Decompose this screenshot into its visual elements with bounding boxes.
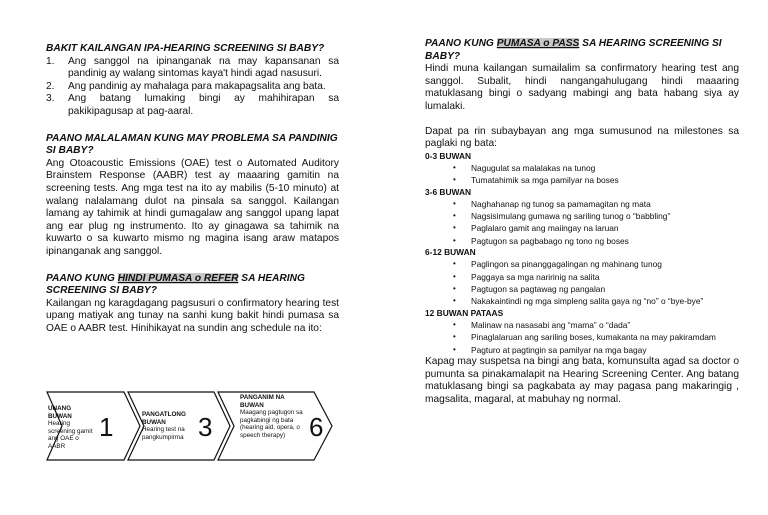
- heading-how-to-know: PAANO MALALAMAN KUNG MAY PROBLEMA SA PANDINIG SI BABY?: [46, 132, 338, 157]
- bullet: •: [453, 344, 456, 354]
- list-text: Naghahanap ng tunog sa pamamagitan ng mata: [471, 198, 651, 209]
- right-column: [425, 0, 739, 406]
- list-text: Pinaglalaruan ang sariling boses, kumakanta na may pakiramdam: [471, 332, 716, 343]
- paragraph-consult: Kapag may suspetsa na bingi ang bata, komunsulta agad sa doctor o pumunta sa pinakamalapit na Hearing Screening Center. Ang batang matuklasang bingi sa pagkabata ay may pagasa pang makaringig , magsalita, magaral, at mabuhay ng normal.: [425, 356, 739, 405]
- list-item: [425, 271, 739, 283]
- milestone-list: [425, 258, 739, 308]
- list-item: [425, 198, 739, 210]
- age-group-label: 0-3 BUWAN: [425, 150, 472, 161]
- stage-3-number: 6: [309, 412, 324, 442]
- milestone-list: [425, 162, 739, 187]
- age-group-label: 6-12 BUWAN: [425, 247, 476, 258]
- list-number: 2.: [46, 80, 55, 92]
- age-group-label: 12 BUWAN PATAAS: [425, 307, 504, 318]
- stage-2-text: [142, 411, 198, 441]
- list-item: [425, 162, 739, 174]
- list-text: Paggaya sa mga naririnig na salita: [471, 271, 600, 282]
- stage-desc: Hearing test na pangkumpirma: [142, 426, 185, 441]
- list-text: Pagtugon sa pagbabago ng tono ng boses: [471, 235, 629, 246]
- paragraph-confirmatory: Kailangan ng karagdagang pagsusuri o confirmatory hearing test upang matiyak ang tunay na sanhi kung bakit hindi pumasa sa OAE o AABR test. Hinihikayat na sundin ang schedule na ito:: [46, 297, 339, 334]
- bullet: •: [453, 223, 456, 233]
- milestone-list: [425, 198, 739, 248]
- list-text: Pagturo at pagtingin sa pamilyar na mga bagay: [471, 344, 647, 355]
- milestones: [425, 151, 739, 356]
- bullet: •: [453, 284, 456, 293]
- left-column: [46, 0, 339, 335]
- bullet: •: [453, 271, 456, 281]
- heading-text: PAANO KUNG: [425, 38, 497, 49]
- bullet: •: [453, 319, 456, 329]
- stage-1-text: [48, 405, 96, 450]
- stage-title: UNANG BUWAN: [48, 405, 72, 420]
- list-text: Paglingon sa pinanggagalingan ng mahinang tunog: [471, 259, 662, 270]
- list-item: [425, 319, 739, 331]
- bullet: •: [453, 210, 456, 220]
- paragraph-milestones-intro: Dapat pa rin subaybayan ang mga sumusunod na milestones sa paglaki ng bata:: [425, 125, 739, 150]
- heading-why-screening: BAKIT KAILANGAN IPA-HEARING SCREENING SI BABY?: [46, 43, 325, 54]
- list-item: [425, 258, 739, 270]
- list-item: [425, 331, 739, 343]
- list-text: Nagsisimulang gumawa ng sariling tunog o “babbling”: [471, 210, 671, 221]
- bullet: •: [453, 235, 456, 245]
- bullet: •: [453, 175, 456, 185]
- heading-refer: [46, 273, 339, 298]
- list-item: [425, 210, 739, 222]
- stage-1-number: 1: [99, 412, 114, 442]
- age-group-label: 3-6 BUWAN: [425, 186, 472, 197]
- stage-desc: Hearing screening gamit ang OAE o AABR: [48, 420, 93, 450]
- bullet: •: [453, 296, 456, 306]
- list-item: [425, 174, 739, 186]
- heading-highlight: HINDI PUMASA o REFER: [117, 272, 239, 284]
- list-item: [46, 81, 339, 94]
- milestone-list: [425, 319, 739, 356]
- list-item: [46, 93, 339, 118]
- heading-text: SA HEARING SCREENING SI BABY?: [46, 272, 305, 297]
- bullet: •: [453, 259, 456, 269]
- list-item: [425, 222, 739, 234]
- list-text: Ang sanggol na ipinanganak na may kapansanan sa pandinig ay walang sintomas kaya't hindi agad nasusuri.: [68, 55, 339, 80]
- list-text: Ang batang lumaking bingi ay mahihirapan sa pakikipagusap at pag-aaral.: [68, 93, 339, 117]
- list-text: Ang pandinig ay mahalaga para makapagsalita ang bata.: [68, 80, 326, 92]
- reasons-list: [46, 56, 339, 119]
- schedule-diagram: [46, 388, 334, 464]
- list-text: Tumatahimik sa mga pamilyar na boses: [471, 175, 619, 186]
- bullet: •: [453, 162, 456, 172]
- paragraph-pass: Hindi muna kailangan sumailalim sa confirmatory hearing test ang sanggol. Subalit, hindi nangangahulugang hindi maaaring matuklasang bingi o sadyang mabingi ang bata habang siya ay lumalaki.: [425, 63, 739, 112]
- list-number: 3.: [46, 93, 55, 105]
- list-item: [425, 295, 739, 307]
- list-text: Pagtugon sa pagtawag ng pangalan: [471, 284, 606, 294]
- stage-desc: Maagang pagtugon sa pagkabingi ng bata (hearing aid, opera, o speech therapy): [240, 409, 303, 439]
- heading-text: PAANO KUNG: [46, 272, 118, 284]
- paragraph-oae-aabr: Ang Otoacoustic Emissions (OAE) test o Automated Auditory Brainstem Response (AABR) test ay maaaring gamitin na screening tests. Ang mga test na ito ay mabilis (5-10 minuto) at walang nalalamang dulot na pinsala sa sanggol. Kailangan lamang ay tahimik at hindi gumagalaw ang sanggol upang lapat ang ear plug ng instrumento. Ito ay ginagawa sa tahimik na kuwarto o sa kuwarto mismo ng magina isang araw matapos ipinanganak ang sanggol.: [46, 157, 339, 257]
- bullet: •: [453, 198, 456, 208]
- list-item: [46, 56, 339, 81]
- list-item: [425, 283, 739, 295]
- list-item: [425, 344, 739, 356]
- list-text: Nagugulat sa malalakas na tunog: [471, 162, 596, 173]
- stage-2-number: 3: [198, 412, 213, 442]
- stage-title: PANGATLONG BUWAN: [142, 411, 186, 426]
- heading-text: SA HEARING SCREENING SI BABY?: [425, 38, 722, 62]
- list-text: Nakakaintindi ng mga simpleng salita gaya ng “no” o “bye-bye”: [471, 296, 704, 307]
- list-text: Malinaw na nasasabi ang “mama” o “dada”: [471, 319, 631, 330]
- stage-3-text: [240, 394, 304, 439]
- heading-highlight: PUMASA o PASS: [496, 38, 580, 49]
- bullet: •: [453, 332, 456, 342]
- list-item: [425, 235, 739, 247]
- stage-title: PANGANIM NA BUWAN: [240, 394, 285, 409]
- heading-pass: [425, 38, 739, 63]
- list-text: Paglalaro gamit ang maiingay na laruan: [471, 223, 619, 234]
- list-number: 1.: [46, 55, 55, 67]
